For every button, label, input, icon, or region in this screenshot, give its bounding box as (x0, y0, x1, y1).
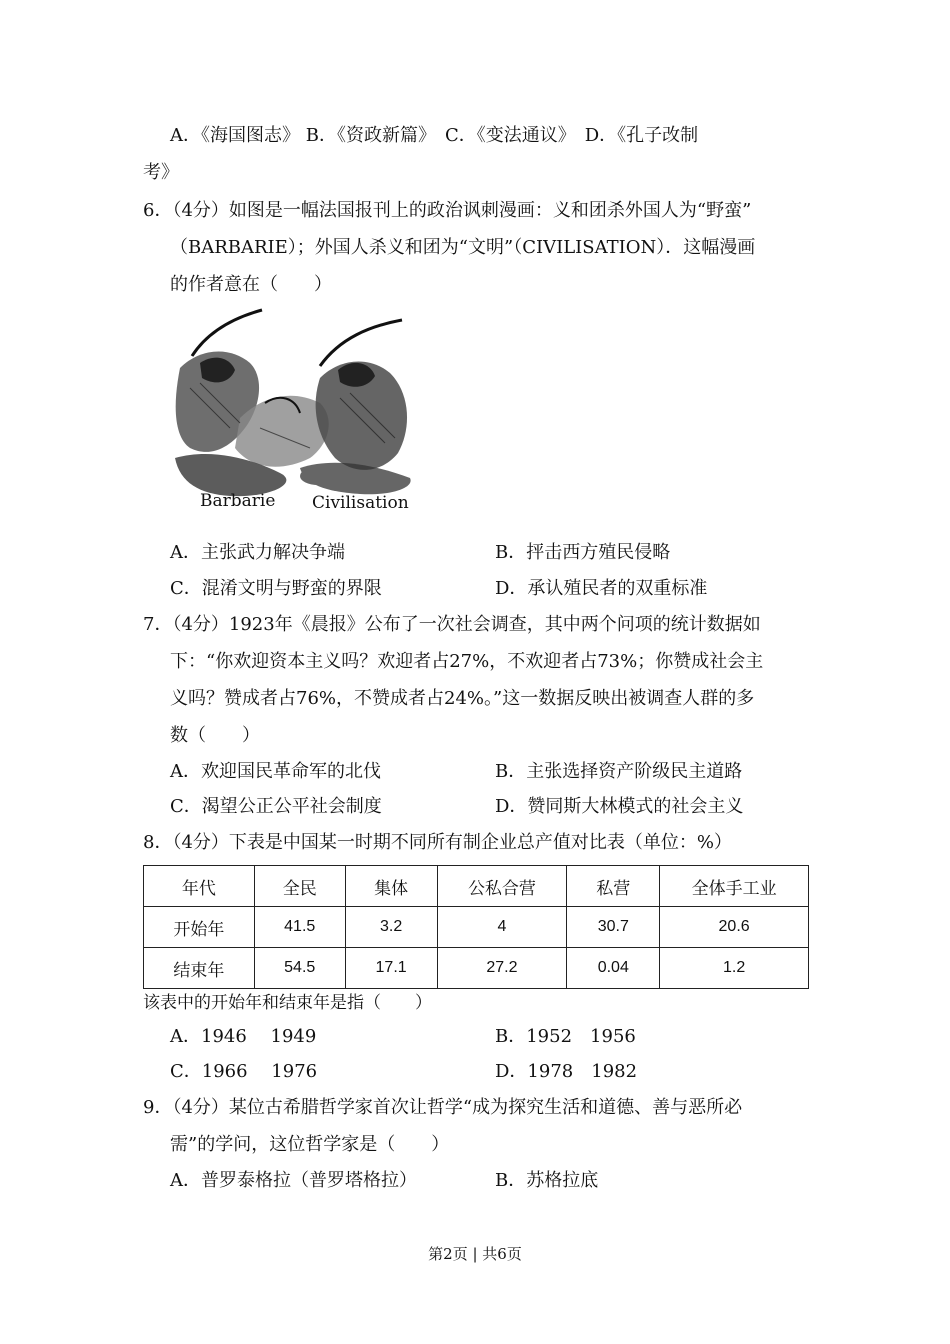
q6-option-b: B．抨击西方殖民侵略 (495, 542, 671, 563)
satirical-cartoon-image (170, 308, 420, 514)
table-cell: 30.7 (567, 907, 660, 948)
q6-option-a: A．主张武力解决争端 (170, 542, 345, 563)
q5-options-wrap: 考》 (143, 162, 179, 183)
table-cell: 41.5 (254, 907, 345, 948)
q6-option-d: D．承认殖民者的双重标准 (495, 578, 708, 599)
table-row-label: 开始年 (144, 907, 255, 948)
table-header-cell: 年代 (144, 866, 255, 907)
q6-stem-line1: 6．（4分）如图是一幅法国报刊上的政治讽刺漫画：义和团杀外国人为“野蛮” (143, 200, 752, 221)
q8-option-c: C．1966 1976 (170, 1061, 318, 1082)
cartoon-caption-left: Barbarie (200, 491, 276, 511)
q7-option-b: B．主张选择资产阶级民主道路 (495, 761, 743, 782)
q8-stem-line1: 8．（4分）下表是中国某一时期不同所有制企业总产值对比表（单位：%） (143, 832, 733, 853)
q5-options-line: A．《海国图志》 B．《资政新篇》 C．《变法通议》 D．《孔子改制 (170, 125, 699, 146)
q7-option-c: C．渴望公正公平社会制度 (170, 796, 382, 817)
q8-question-line: 该表中的开始年和结束年是指（ ） (143, 993, 432, 1013)
table-row (144, 948, 809, 989)
q7-stem-line4: 数（ ） (170, 725, 260, 746)
q7-stem-line3: 义吗？赞成者占76%，不赞成者占24%。”这一数据反映出被调查人群的多 (170, 688, 755, 709)
table-cell: 4 (437, 907, 567, 948)
table-cell: 20.6 (660, 907, 809, 948)
q6-stem-line3: 的作者意在（ ） (170, 274, 332, 295)
table-header-cell: 私营 (567, 866, 660, 907)
q8-option-d: D．1978 1982 (495, 1061, 638, 1082)
table-cell: 17.1 (345, 948, 437, 989)
table-header-cell: 公私合营 (437, 866, 567, 907)
table-header-cell: 全体手工业 (660, 866, 809, 907)
q7-option-d: D．赞同斯大林模式的社会主义 (495, 796, 744, 817)
q9-option-a: A．普罗泰格拉（普罗塔格拉） (170, 1170, 417, 1191)
cartoon-caption-right: Civilisation (312, 493, 409, 513)
table-cell: 1.2 (660, 948, 809, 989)
q9-stem-line1: 9．（4分）某位古希腊哲学家首次让哲学“成为探究生活和道德、善与恶所必 (143, 1097, 743, 1118)
table-cell: 54.5 (254, 948, 345, 989)
q9-option-b: B．苏格拉底 (495, 1170, 599, 1191)
table-cell: 3.2 (345, 907, 437, 948)
table-cell: 27.2 (437, 948, 567, 989)
table-cell: 0.04 (567, 948, 660, 989)
q7-stem-line2: 下：“你欢迎资本主义吗？欢迎者占27%，不欢迎者占73%；你赞成社会主 (170, 651, 764, 672)
q7-stem-line1: 7．（4分）1923年《晨报》公布了一次社会调查，其中两个问项的统计数据如 (143, 614, 761, 635)
ownership-output-table (143, 865, 809, 989)
table-row (144, 907, 809, 948)
q9-stem-line2: 需”的学问，这位哲学家是（ ） (170, 1134, 450, 1155)
table-header-row (144, 866, 809, 907)
table-header-cell: 全民 (254, 866, 345, 907)
q7-option-a: A．欢迎国民革命军的北伐 (170, 761, 381, 782)
page-footer: 第2页 | 共6页 (428, 1245, 522, 1263)
q6-option-c: C．混淆文明与野蛮的界限 (170, 578, 382, 599)
q6-stem-line2: （BARBARIE）；外国人杀义和团为“文明”（CIVILISATION）．这幅漫画 (170, 237, 756, 258)
q8-option-b: B．1952 1956 (495, 1026, 636, 1047)
q8-option-a: A．1946 1949 (170, 1026, 317, 1047)
table-header-cell: 集体 (345, 866, 437, 907)
table-row-label: 结束年 (144, 948, 255, 989)
